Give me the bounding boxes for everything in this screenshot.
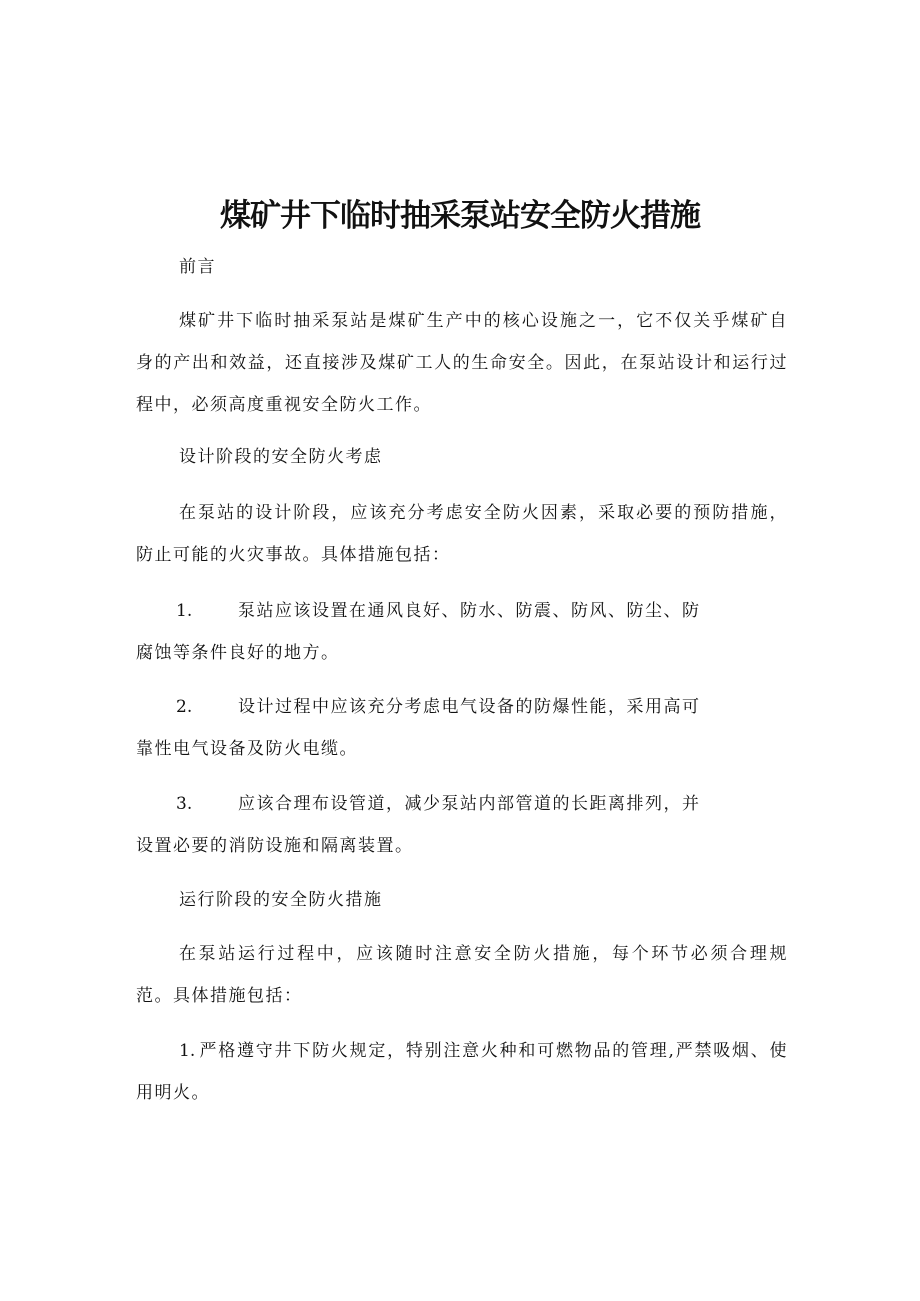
list-item-text: 严格遵守井下防火规定，特别注意火种和可燃物品的管理,严禁吸烟、使用明火。 [136, 1041, 788, 1103]
document-title: 煤矿井下临时抽采泵站安全防火措施 [220, 198, 700, 234]
operation-paragraph: 在泵站运行过程中，应该随时注意安全防火措施，每个环节必须合理规范。具体措施包括： [136, 944, 788, 1006]
list-item-number: 1. [179, 1041, 196, 1061]
preface-heading: 前言 [179, 257, 216, 277]
list-item-text: 应该合理布设管道，减少泵站内部管道的长距离排列，并设置必要的消防设施和隔离装置。 [136, 794, 701, 856]
preface-paragraph: 煤矿井下临时抽采泵站是煤矿生产中的核心设施之一，它不仅关乎煤矿自身的产出和效益，还直接涉及煤矿工人的生命安全。因此，在泵站设计和运行过程中，必须高度重视安全防火工作。 [136, 311, 788, 415]
list-item-number: 1. [176, 601, 193, 621]
list-item-number: 3. [176, 794, 193, 814]
design-list-item-2 [136, 686, 716, 770]
list-item-number: 2. [176, 697, 193, 717]
list-item-text: 设计过程中应该充分考虑电气设备的防爆性能，采用高可靠性电气设备及防火电缆。 [136, 697, 701, 759]
design-paragraph: 在泵站的设计阶段，应该充分考虑安全防火因素，采取必要的预防措施，防止可能的火灾事故。具体措施包括： [136, 503, 788, 565]
list-item-text: 泵站应该设置在通风良好、防水、防震、防风、防尘、防腐蚀等条件良好的地方。 [136, 601, 701, 663]
design-heading: 设计阶段的安全防火考虑 [179, 447, 383, 467]
design-list-item-3 [136, 783, 716, 867]
operation-list-item-1 [136, 1030, 788, 1114]
operation-heading: 运行阶段的安全防火措施 [179, 890, 383, 910]
design-list-item-1 [136, 590, 716, 674]
